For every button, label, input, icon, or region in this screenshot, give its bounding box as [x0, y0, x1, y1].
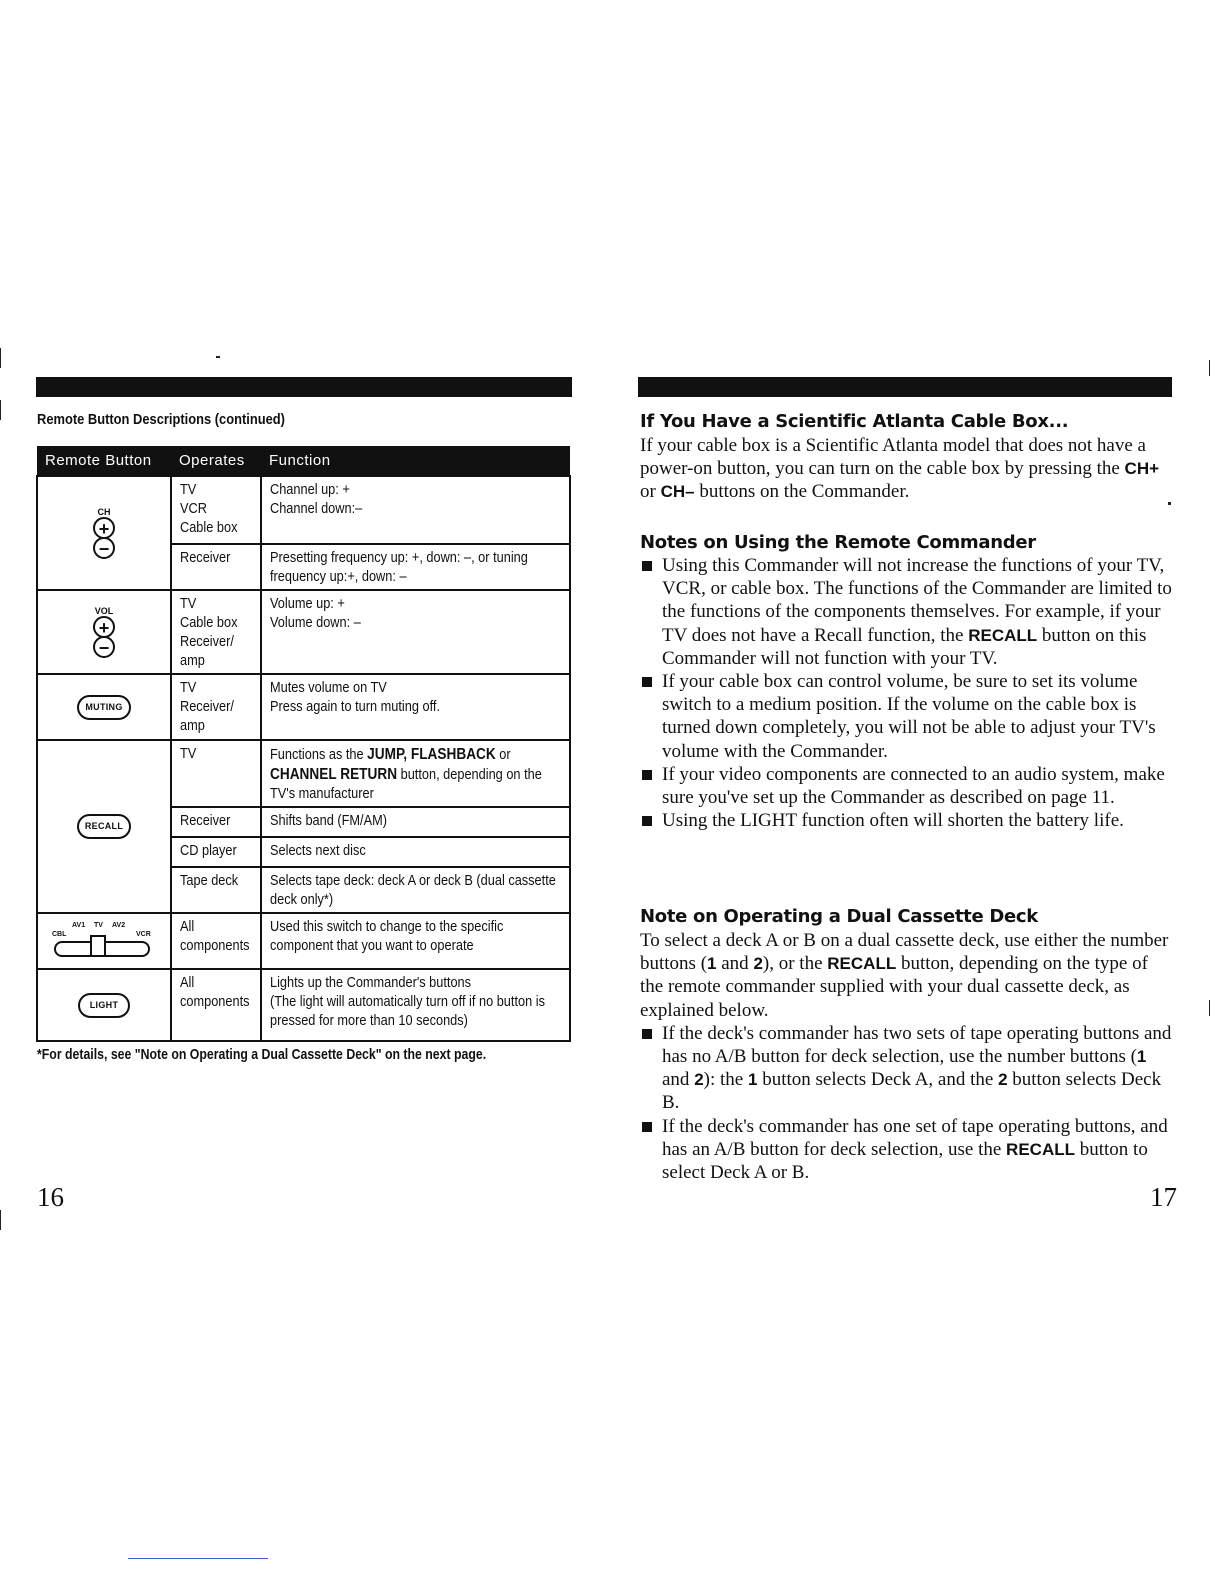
table-header-row [37, 446, 570, 476]
scan-mark [1209, 1000, 1210, 1016]
scan-mark [1209, 360, 1210, 376]
list-item: If your cable box can control volume, be sure to set its volume switch to a medium position. If the volume on the cable box is turned down completely, you will not be able to adjust your TV's volume with the Commander. [640, 670, 1175, 763]
section-heading-cable-box: If You Have a Scientific Atlanta Cable Box... [640, 411, 1069, 432]
table-row [37, 476, 570, 544]
function-cell: Volume up: + Volume down: – [261, 590, 570, 674]
list-item: If the deck's commander has one set of tape operating buttons, and has an A/B button for deck selection, use the RECALL button to select Deck A or B. [640, 1115, 1175, 1185]
list-item: If your video components are connected to an audio system, make sure you've set up the Commander as described on page 11. [640, 763, 1175, 809]
function-cell: Functions as the JUMP, FLASHBACK or CHANNEL RETURN button, depending on the TV's manufacturer [261, 740, 570, 807]
switch-label-av2: AV2 [112, 922, 126, 929]
section-heading-dual-cassette: Note on Operating a Dual Cassette Deck [640, 906, 1038, 927]
list-item: Using the LIGHT function often will shorten the battery life. [640, 809, 1175, 832]
header-operates: Operates [171, 446, 261, 476]
component-switch-icon [37, 913, 171, 969]
operates-cell: TV Receiver/ amp [171, 674, 261, 740]
list-item: If the deck's commander has two sets of tape operating buttons and has no A/B button for deck selection, use the number buttons (1 and 2): the 1 button selects Deck A, and the 2 button selects Deck B. [640, 1022, 1175, 1115]
left-header-bar [36, 377, 572, 397]
operates-cell: All components [171, 969, 261, 1041]
minus-icon: − [93, 636, 115, 658]
operates-cell: All components [171, 913, 261, 969]
section-heading-notes: Notes on Using the Remote Commander [640, 532, 1036, 553]
operates-cell: Receiver [171, 807, 261, 837]
muting-label: MUTING [77, 695, 130, 720]
plus-icon: + [93, 616, 115, 638]
light-label: LIGHT [78, 993, 131, 1018]
operates-cell: TV [171, 740, 261, 807]
page-number-right: 17 [1150, 1182, 1177, 1212]
table-row [37, 590, 570, 674]
vol-button-icon [37, 590, 171, 674]
table-row [37, 969, 570, 1041]
operates-cell: CD player [171, 837, 261, 867]
switch-label-vcr: VCR [136, 931, 151, 938]
operates-cell: Tape deck [171, 867, 261, 913]
header-function: Function [261, 446, 570, 476]
minus-icon: − [93, 537, 115, 559]
page-number-left: 16 [37, 1182, 64, 1212]
scan-mark [0, 400, 1, 420]
function-cell: Lights up the Commander's buttons (The light will automatically turn off if no button is pressed for more than 10 seconds) [261, 969, 570, 1041]
table-row [37, 674, 570, 740]
plus-icon: + [93, 517, 115, 539]
ch-button-icon [37, 476, 171, 590]
scan-mark [0, 1210, 1, 1230]
muting-button-icon [37, 674, 171, 740]
switch-label-tv: TV [94, 922, 103, 929]
function-cell: Used this switch to change to the specific component that you want to operate [261, 913, 570, 969]
section-title: Remote Button Descriptions (continued) [37, 411, 285, 428]
table-row [37, 740, 570, 807]
operates-cell: Receiver [171, 544, 261, 590]
notes-list [640, 554, 1175, 832]
function-cell: Selects next disc [261, 837, 570, 867]
scan-mark [128, 1558, 268, 1559]
function-cell: Selects tape deck: deck A or deck B (dual cassette deck only*) [261, 867, 570, 913]
function-cell: Mutes volume on TV Press again to turn muting off. [261, 674, 570, 740]
recall-label: RECALL [77, 814, 131, 839]
function-cell: Presetting frequency up: +, down: –, or tuning frequency up:+, down: – [261, 544, 570, 590]
header-remote-button: Remote Button [37, 446, 171, 476]
table-row [37, 913, 570, 969]
operates-cell: TV VCR Cable box [171, 476, 261, 544]
switch-label-av1: AV1 [72, 922, 86, 929]
scan-mark [216, 356, 220, 358]
operates-cell: TV Cable box Receiver/ amp [171, 590, 261, 674]
recall-button-icon [37, 740, 171, 913]
cable-box-paragraph: If your cable box is a Scientific Atlanta model that does not have a power-on button, you can turn on the cable box by pressing the CH+ or CH– buttons on the Commander. [640, 435, 1160, 503]
ch-label: CH [97, 507, 111, 517]
footnote: *For details, see "Note on Operating a Dual Cassette Deck" on the next page. [37, 1046, 487, 1063]
switch-knob-icon [90, 935, 106, 957]
remote-button-table [36, 446, 571, 1042]
list-item: Using this Commander will not increase the functions of your TV, VCR, or cable box. The functions of the Commander are limited to the functions of the components themselves. For example, if your TV does not have a Recall function, the RECALL button on this Commander will not function with your TV. [640, 554, 1175, 670]
light-button-icon [37, 969, 171, 1041]
right-header-bar [638, 377, 1172, 397]
function-cell: Channel up: + Channel down:– [261, 476, 570, 544]
switch-label-cbl: CBL [52, 931, 67, 938]
function-cell: Shifts band (FM/AM) [261, 807, 570, 837]
vol-label: VOL [94, 606, 114, 616]
dual-cassette-text: To select a deck A or B on a dual cassette deck, use either the number buttons (1 and 2), or the RECALL button, depending on the type of the remote commander supplied with your dual cassette deck, as explained below. If the deck's commander has two sets of tape operating buttons and has no A/B button for deck selection, use the number buttons (1 and 2): the 1 button selects Deck A, and the 2 button selects Deck B. If the deck's commander has one set of tape operating buttons, and has an A/B button for deck selection, use the RECALL button to select Deck A or B. [640, 929, 1175, 1184]
scan-mark [0, 348, 1, 368]
